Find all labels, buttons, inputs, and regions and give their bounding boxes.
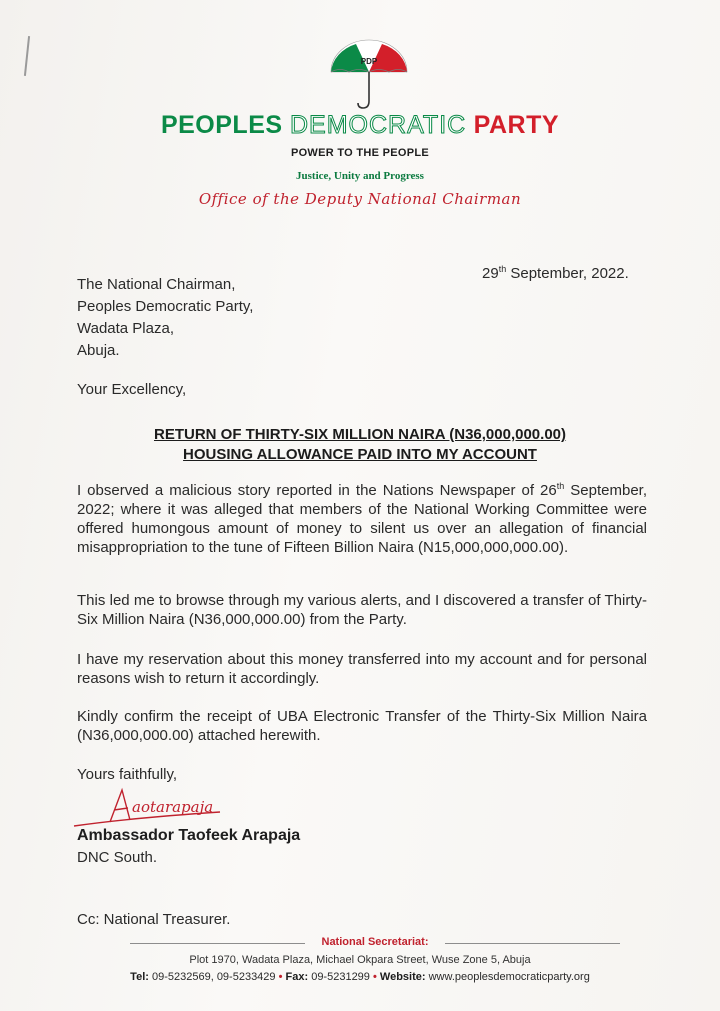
footer-rule xyxy=(130,943,305,944)
office-title: Office of the Deputy National Chairman xyxy=(198,190,522,208)
logo-text: PDP xyxy=(360,57,378,66)
footer-address: Plot 1970, Wadata Plaza, Michael Okpara Street, Wuse Zone 5, Abuja xyxy=(189,954,531,966)
paragraph-4: Kindly confirm the receipt of UBA Electronic Transfer of the Thirty-Six Million Naira (N36,000,000.00) attached herewith. xyxy=(77,708,647,744)
motto-power: POWER TO THE PEOPLE xyxy=(290,147,430,159)
signer-title: DNC South. xyxy=(77,849,158,866)
footer-contact: Tel: 09-5232569, 09-5233429 • Fax: 09-5231299 • Website: www.peoplesdemocraticparty.org xyxy=(130,971,590,983)
party-name-democratic: DEMOCRATIC xyxy=(290,111,467,139)
paragraph-2: This led me to browse through my various alerts, and I discovered a transfer of Thirty-Six Million Naira (N36,000,000.00) from the Party. xyxy=(77,592,647,628)
cc-line: Cc: National Treasurer. xyxy=(77,911,231,928)
recipient-line: The National Chairman, xyxy=(77,276,236,293)
recipient-line: Abuja. xyxy=(77,342,120,359)
footer-rule xyxy=(445,943,620,944)
motto-justice: Justice, Unity and Progress xyxy=(296,170,424,182)
party-name-party: PARTY xyxy=(473,111,560,139)
letter-date: 29th September, 2022. xyxy=(482,264,629,282)
paper-mark xyxy=(24,36,30,76)
recipient-address xyxy=(77,274,253,362)
salutation: Your Excellency, xyxy=(77,381,187,398)
paragraph-1: I observed a malicious story reported in the Nations Newspaper of 26th September, 2022; where it was alleged that members of the National Working Committee were offered humongous amount of money to silent us over an allegation of financial misappropriation to the tune of Fifteen Billion Naira (N15,000,000,000.00). xyxy=(77,481,647,556)
subject-heading xyxy=(0,425,720,465)
footer-heading: National Secretariat: xyxy=(130,936,620,948)
party-name-peoples: PEOPLES xyxy=(160,111,283,139)
subject-line-2: HOUSING ALLOWANCE PAID INTO MY ACCOUNT xyxy=(183,446,537,463)
subject-line-1: RETURN OF THIRTY-SIX MILLION NAIRA (N36,000,000.00) xyxy=(153,426,567,443)
closing: Yours faithfully, xyxy=(77,766,178,783)
pdp-umbrella-logo-icon xyxy=(329,38,409,110)
recipient-line: Wadata Plaza, xyxy=(77,320,174,337)
signer-name: Ambassador Taofeek Arapaja xyxy=(77,827,301,844)
recipient-line: Peoples Democratic Party, xyxy=(77,298,254,315)
svg-text:aotarapaja: aotarapaja xyxy=(132,798,214,816)
paragraph-3: I have my reservation about this money transferred into my account and for personal reasons wish to return it accordingly. xyxy=(77,651,647,687)
party-name xyxy=(0,111,720,140)
